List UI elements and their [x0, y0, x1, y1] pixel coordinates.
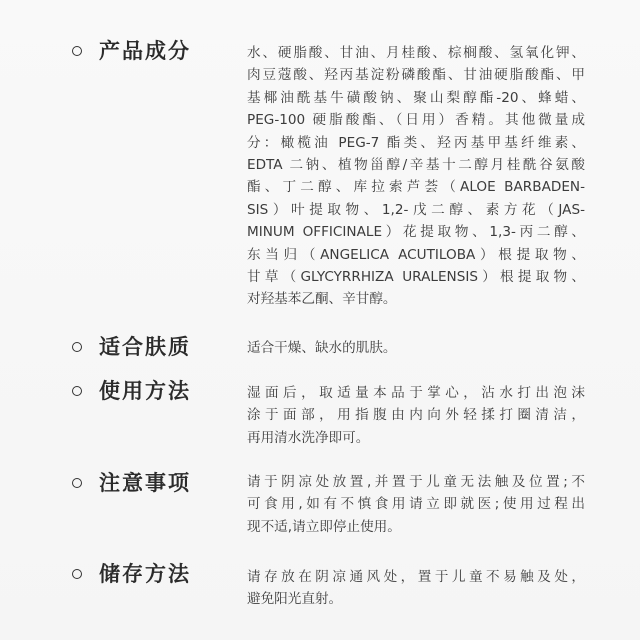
section-title: 储存方法 [99, 562, 191, 586]
text-line: 涂于面部，用指腹由内向外轻揉打圈清洁， [247, 407, 585, 424]
section-title: 产品成分 [99, 39, 191, 63]
text-line: 适合干燥、缺水的肌肤。 [247, 340, 397, 356]
section-title: 使用方法 [99, 379, 191, 403]
text-line: SIS）叶提取物、1,2-戊二醇、素方花（JAS- [247, 201, 585, 218]
bullet-circle-icon [72, 342, 82, 352]
section-body [247, 337, 585, 359]
section-body [247, 42, 585, 311]
text-line: 基椰油酰基牛磺酸钠、聚山梨醇酯-20、蜂蜡、 [247, 89, 585, 106]
bullet-circle-icon [72, 478, 82, 488]
section-body [247, 471, 585, 538]
section-body [247, 382, 585, 449]
text-line: PEG-100 硬脂酸酯、（日用）香精。其他微量成 [247, 112, 585, 129]
text-line: 现不适,请立即停止使用。 [247, 518, 401, 535]
text-line: 对羟基苯乙酮、辛甘醇。 [247, 291, 397, 308]
section-title: 注意事项 [99, 471, 191, 495]
bullet-circle-icon [72, 386, 82, 396]
section-title: 适合肤质 [99, 335, 191, 359]
text-line: 酯、丁二醇、库拉索芦荟（ALOE BARBADEN- [247, 179, 585, 196]
text-line: 湿面后，取适量本品于掌心，沾水打出泡沫 [247, 385, 585, 401]
text-line: 肉豆蔻酸、羟丙基淀粉磷酸酯、甘油硬脂酸酯、甲 [247, 67, 585, 84]
text-line: 东当归（ANGELICA ACUTILOBA）根提取物、 [247, 246, 585, 263]
text-line: 水、硬脂酸、甘油、月桂酸、棕榈酸、氢氧化钾、 [247, 45, 585, 61]
text-line: 请存放在阴凉通风处，置于儿童不易触及处， [247, 569, 585, 585]
section-body [247, 566, 585, 611]
text-line: 避免阳光直射。 [247, 591, 343, 608]
text-line: 分：橄榄油 PEG-7 酯类、羟丙基甲基纤维素、 [247, 134, 585, 151]
bullet-circle-icon [72, 46, 82, 56]
text-line: 再用清水洗净即可。 [247, 429, 370, 446]
text-line: 甘草（GLYCYRRHIZA URALENSIS）根提取物、 [247, 268, 585, 285]
text-line: 请于阴凉处放置,并置于儿童无法触及位置;不 [247, 474, 585, 490]
text-line: 可食用,如有不慎食用请立即就医;使用过程出 [247, 496, 585, 513]
text-line: MINUM OFFICINALE）花提取物、1,3-丙二醇、 [247, 224, 585, 241]
text-line: EDTA 二钠、植物甾醇/辛基十二醇月桂酰谷氨酸 [247, 156, 585, 173]
bullet-circle-icon [72, 569, 82, 579]
